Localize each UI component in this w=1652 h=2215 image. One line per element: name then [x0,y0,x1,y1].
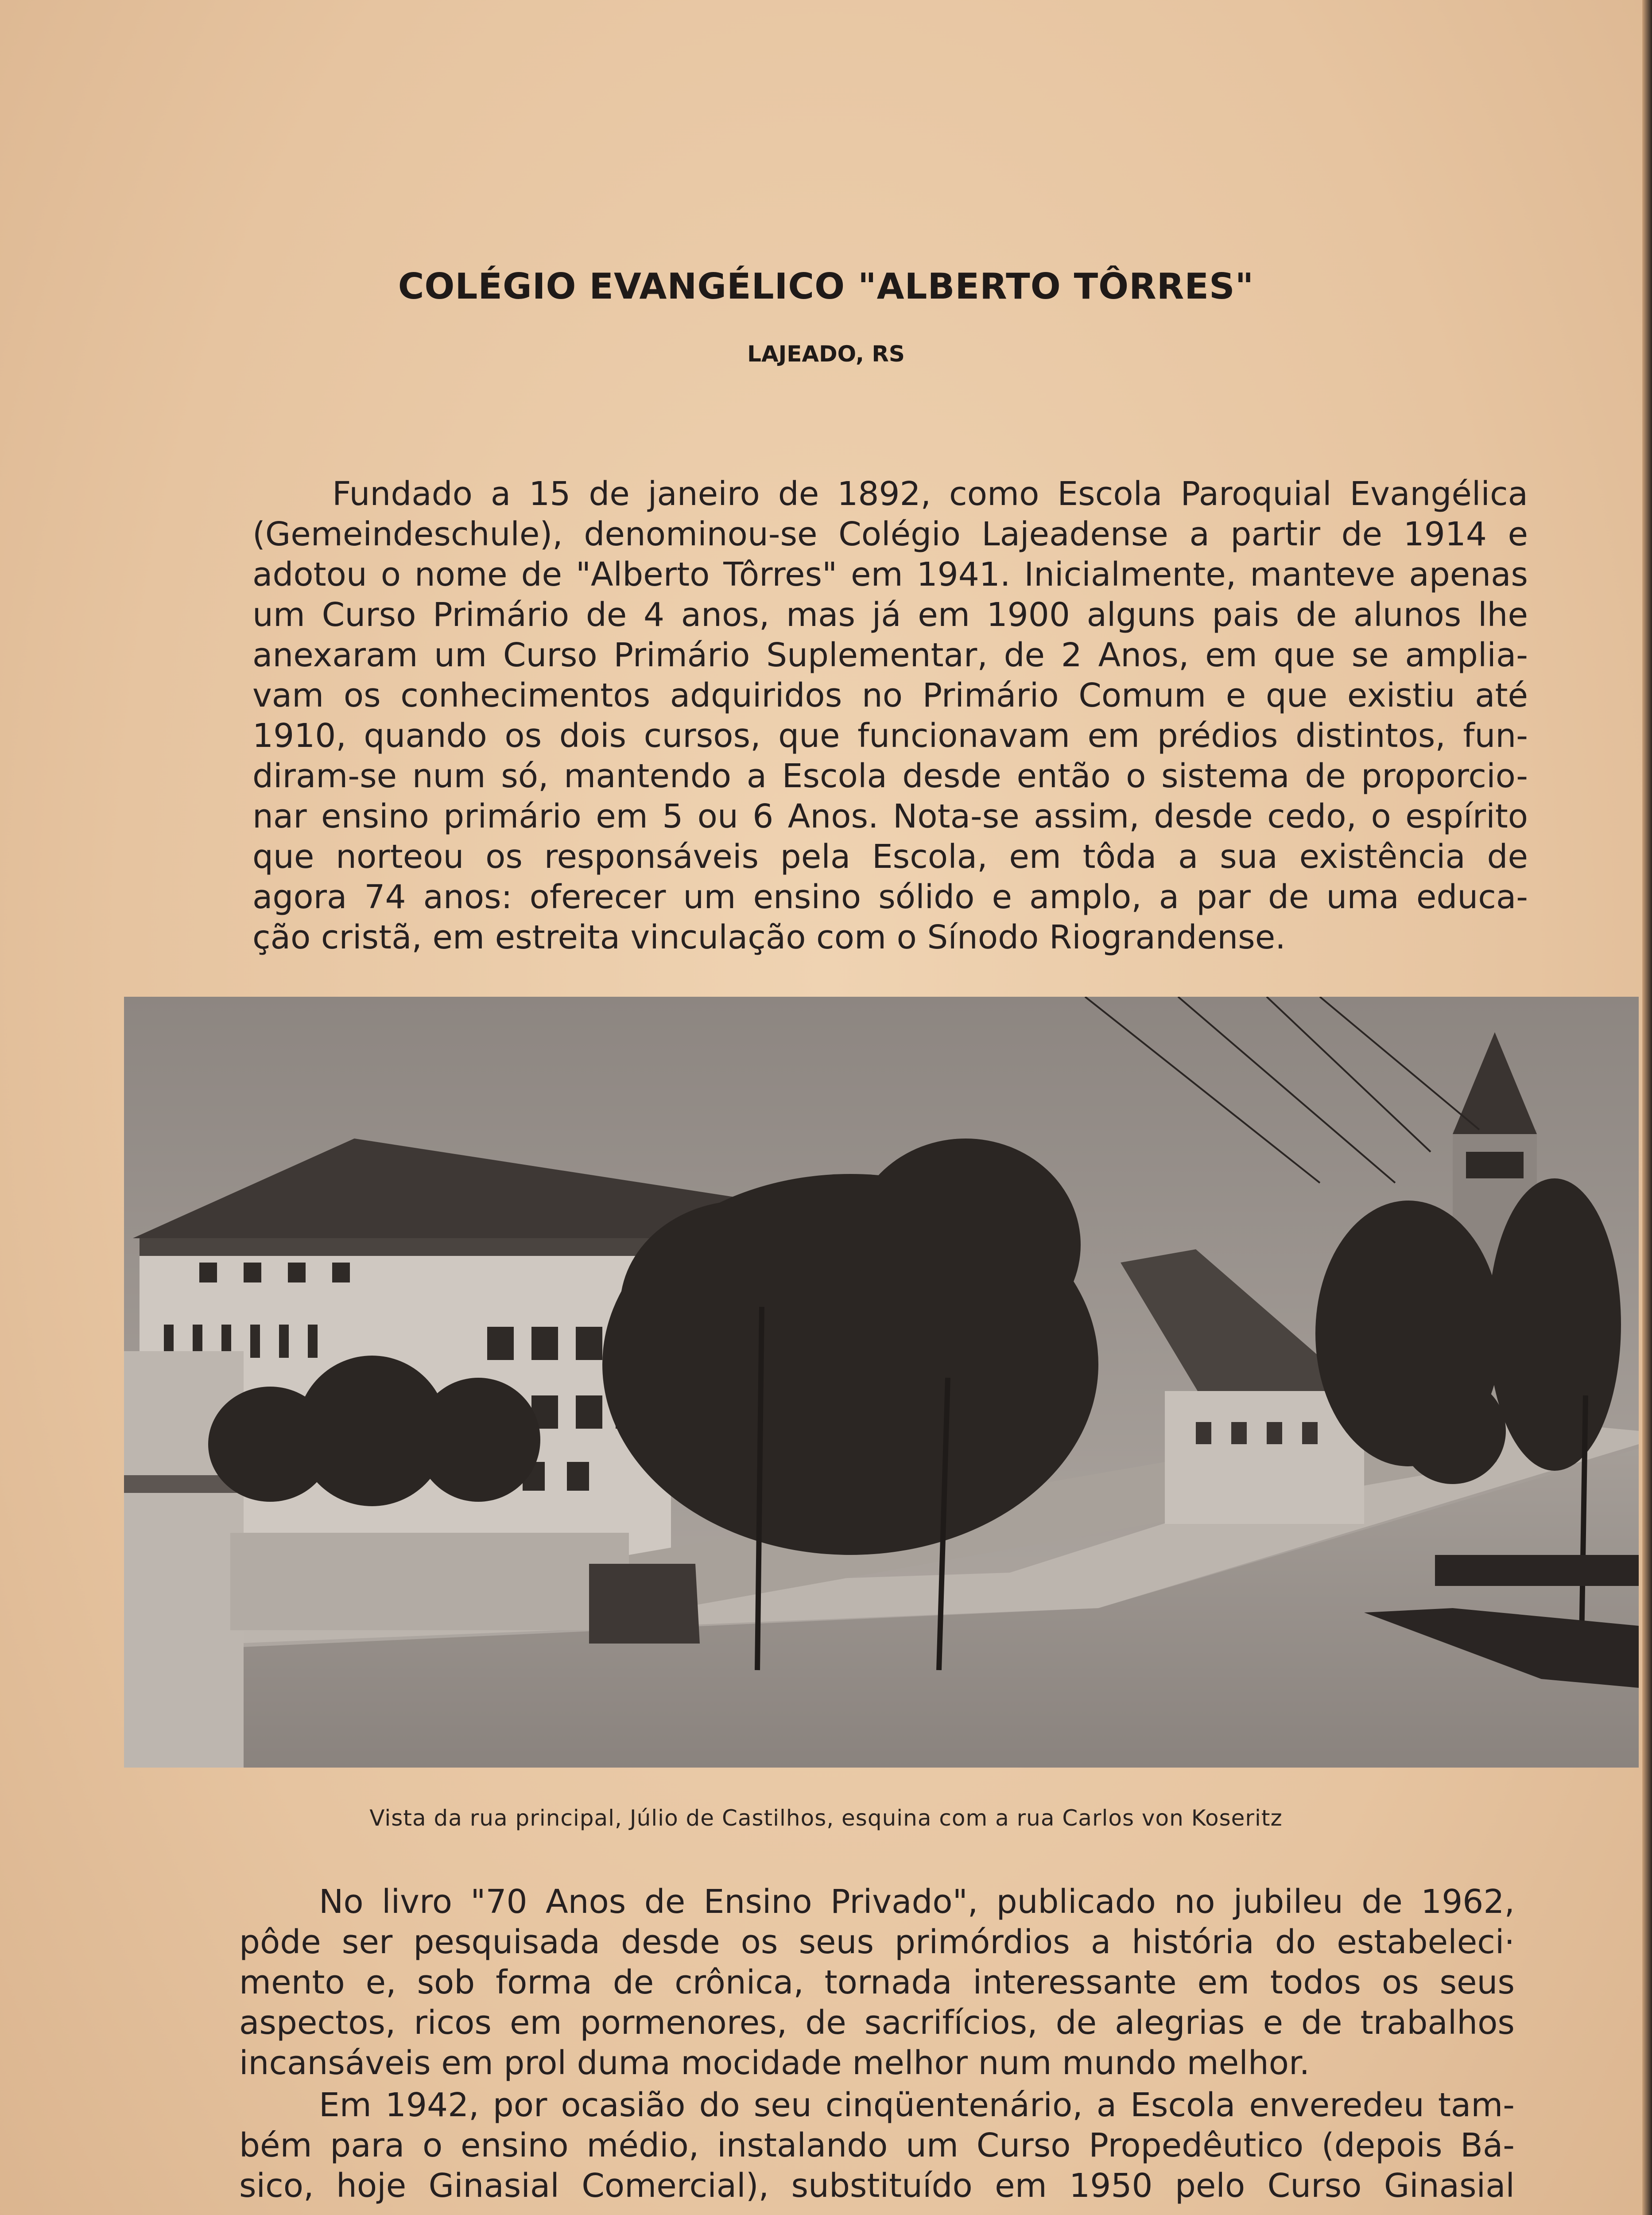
street-photo [124,997,1639,1768]
text-line: sico, hoje Ginasial Comercial), substituído em 1950 pelo Curso Ginasial [239,2167,1515,2205]
text-line: nar ensino primário em 5 ou 6 Anos. Nota-se assim, desde cedo, o espírito [252,797,1528,835]
text-line: No livro "70 Anos de Ensino Privado", publicado no jubileu de 1962, [319,1883,1515,1921]
photo-caption: Vista da rua principal, Júlio de Castilhos, esquina com a rua Carlos von Koseritz [369,1805,1283,1831]
text-line: aspectos, ricos em pormenores, de sacrifícios, de alegrias e de trabalhos [239,2004,1515,2042]
text-line: mento e, sob forma de crônica, tornada interessante em todos os seus [239,1963,1515,2001]
text-line: incansáveis em prol duma mocidade melhor num mundo melhor. [239,2044,1310,2082]
text-line: adotou o nome de "Alberto Tôrres" em 1941. Inicialmente, manteve apenas [252,556,1528,594]
paragraph-1942 [239,2085,1515,2206]
page-edge [1642,0,1652,2215]
text-line: um Curso Primário de 4 anos, mas já em 1900 alguns pais de alunos lhe [252,596,1528,634]
page-subtitle: LAJEADO, RS [747,341,905,367]
paragraph-book [239,1882,1515,2083]
text-line: ção cristã, em estreita vinculação com o Sínodo Riograndense. [252,918,1286,956]
text-line: anexaram um Curso Primário Suplementar, de 2 Anos, em que se amplia- [252,636,1528,674]
page-title: COLÉGIO EVANGÉLICO "ALBERTO TÔRRES" [398,266,1254,307]
text-line: diram-se num só, mantendo a Escola desde então o sistema de proporcio- [252,757,1528,795]
text-line: bém para o ensino médio, instalando um Curso Propedêutico (depois Bá- [239,2126,1515,2164]
text-line: Em 1942, por ocasião do seu cinqüentenário, a Escola enveredeu tam- [319,2086,1515,2124]
text-line: vam os conhecimentos adquiridos no Primário Comum e que existiu até [252,676,1528,715]
text-line: que norteou os responsáveis pela Escola, em tôda a sua existência de [252,838,1528,876]
text-line: pôde ser pesquisada desde os seus primórdios a história do estabeleci· [239,1923,1515,1961]
text-line: 1910, quando os dois cursos, que funcionavam em prédios distintos, fun- [252,717,1528,755]
paragraph-founding [252,474,1528,958]
text-line: Fundado a 15 de janeiro de 1892, como Escola Paroquial Evangélica [332,475,1528,513]
text-line: agora 74 anos: oferecer um ensino sólido e amplo, a par de uma educa- [252,878,1528,916]
street-photo-image [124,997,1639,1768]
text-line: (Gemeindeschule), denominou-se Colégio Lajeadense a partir de 1914 e [252,515,1528,553]
